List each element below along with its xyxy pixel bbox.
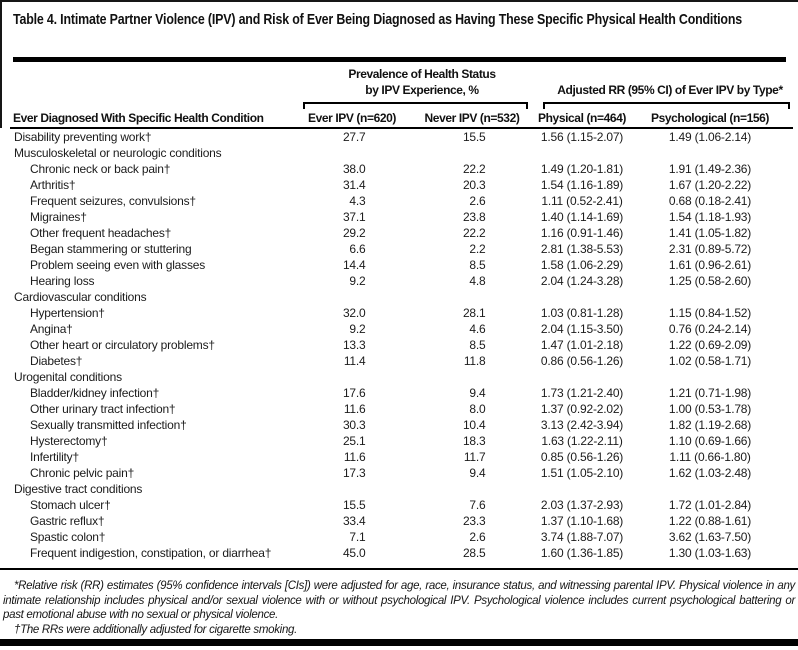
prevalence-number: 28.1 — [462, 306, 486, 320]
prevalence-number: 29.2 — [342, 226, 366, 240]
rr-ci-text: 1.91 (1.49-2.36) — [668, 162, 752, 176]
table-row — [0, 129, 798, 145]
rr-ci-text: 1.51 (1.05-2.10) — [540, 466, 624, 480]
rr-ci-text: 2.03 (1.37-2.93) — [540, 498, 624, 512]
prevalence-number: 17.3 — [342, 466, 366, 480]
bottom-border-bar — [0, 639, 798, 646]
rr-ci-text: 1.47 (1.01-2.18) — [540, 338, 624, 352]
rr-ci-text: 1.30 (1.03-1.63) — [668, 546, 752, 560]
never-ipv-value — [402, 402, 542, 416]
prevalence-number: 8.5 — [469, 338, 486, 352]
never-ipv-value — [402, 162, 542, 176]
table-row — [0, 529, 798, 545]
footnotes — [0, 570, 798, 637]
rr-ci-text: 1.58 (1.06-2.29) — [540, 258, 624, 272]
condition-label: Hypertension† — [30, 306, 105, 320]
physical-rr-value — [542, 274, 622, 288]
prevalence-number: 9.2 — [349, 322, 366, 336]
never-ipv-value — [402, 274, 542, 288]
never-ipv-value — [402, 306, 542, 320]
rr-ci-text: 1.73 (1.21-2.40) — [540, 386, 624, 400]
rr-ci-text: 1.62 (1.03-2.48) — [668, 466, 752, 480]
prevalence-number: 2.2 — [469, 242, 486, 256]
rr-ci-text: 1.56 (1.15-2.07) — [540, 130, 624, 144]
never-ipv-value — [402, 530, 542, 544]
psychological-rr-value — [622, 274, 798, 288]
ever-ipv-value — [302, 130, 402, 144]
psychological-rr-value — [622, 418, 798, 432]
rr-ci-text: 2.04 (1.15-3.50) — [540, 322, 624, 336]
physical-rr-value — [542, 178, 622, 192]
prevalence-number: 22.2 — [462, 162, 486, 176]
condition-label: Migraines† — [30, 210, 87, 224]
never-ipv-value — [402, 130, 542, 144]
table-row — [0, 273, 798, 289]
prevalence-number: 22.2 — [462, 226, 486, 240]
prevalence-number: 45.0 — [342, 546, 366, 560]
prevalence-number: 17.6 — [342, 386, 366, 400]
table-row — [0, 353, 798, 369]
condition-label: Disability preventing work† — [14, 130, 152, 144]
rr-ci-text: 1.54 (1.16-1.89) — [540, 178, 624, 192]
rr-ci-text: 1.00 (0.53-1.78) — [668, 402, 752, 416]
prevalence-number: 2.6 — [469, 530, 486, 544]
table-row — [0, 433, 798, 449]
physical-rr-value — [542, 306, 622, 320]
ever-ipv-value — [302, 466, 402, 480]
psychological-rr-value — [622, 162, 798, 176]
physical-rr-value — [542, 194, 622, 208]
condition-label: Began stammering or stuttering — [30, 242, 192, 256]
condition-label: Bladder/kidney infection† — [30, 386, 160, 400]
rr-ci-text: 1.49 (1.20-1.81) — [540, 162, 624, 176]
rr-ci-text: 1.72 (1.01-2.84) — [668, 498, 752, 512]
psychological-rr-value — [622, 242, 798, 256]
never-ipv-value — [402, 466, 542, 480]
physical-rr-value — [542, 530, 622, 544]
prevalence-number: 23.8 — [462, 210, 486, 224]
condition-label: Gastric reflux† — [30, 514, 105, 528]
table-row — [0, 465, 798, 481]
physical-rr-value — [542, 386, 622, 400]
condition-label: Other urinary tract infection† — [30, 402, 176, 416]
never-ipv-value — [402, 514, 542, 528]
prevalence-number: 11.6 — [343, 450, 366, 464]
prevalence-number: 18.3 — [462, 434, 486, 448]
prevalence-number: 2.6 — [469, 194, 486, 208]
prevalence-number: 28.5 — [462, 546, 486, 560]
ever-ipv-value — [302, 162, 402, 176]
ever-ipv-value — [302, 338, 402, 352]
rr-ci-text: 1.21 (0.71-1.98) — [668, 386, 752, 400]
psychological-rr-value — [622, 498, 798, 512]
physical-rr-value — [542, 450, 622, 464]
prevalence-number: 38.0 — [342, 162, 366, 176]
ever-ipv-value — [302, 322, 402, 336]
psychological-rr-value — [622, 514, 798, 528]
ever-ipv-value — [302, 178, 402, 192]
rr-ci-text: 3.62 (1.63-7.50) — [668, 530, 752, 544]
rr-ci-text: 1.40 (1.14-1.69) — [540, 210, 624, 224]
footnote-text: †The RRs were additionally adjusted for cigarette smoking. — [14, 623, 298, 636]
physical-rr-value — [542, 210, 622, 224]
table-row — [0, 257, 798, 273]
ever-ipv-value — [302, 450, 402, 464]
section-header-row — [0, 481, 798, 497]
prevalence-number: 27.7 — [342, 130, 366, 144]
never-ipv-value — [402, 354, 542, 368]
never-ipv-value — [402, 258, 542, 272]
never-ipv-value — [402, 322, 542, 336]
condition-label: Arthritis† — [30, 178, 76, 192]
table-row — [0, 193, 798, 209]
prevalence-number: 11.6 — [343, 402, 366, 416]
prevalence-number: 15.5 — [342, 498, 366, 512]
stub-column-header: Ever Diagnosed With Specific Health Condition — [13, 111, 264, 125]
section-header-row — [0, 145, 798, 161]
never-ipv-value — [402, 434, 542, 448]
ever-ipv-value — [302, 434, 402, 448]
condition-label: Frequent seizures, convulsions† — [30, 194, 196, 208]
rr-ci-text: 0.76 (0.24-2.14) — [668, 322, 752, 336]
rr-ci-text: 2.81 (1.38-5.53) — [540, 242, 624, 256]
ever-ipv-value — [302, 386, 402, 400]
rr-ci-text: 1.82 (1.19-2.68) — [668, 418, 752, 432]
rr-ci-text: 1.16 (0.91-1.46) — [540, 226, 624, 240]
ever-ipv-value — [302, 226, 402, 240]
prevalence-number: 9.2 — [349, 274, 366, 288]
prevalence-number: 6.6 — [349, 242, 366, 256]
rr-ci-text: 0.86 (0.56-1.26) — [540, 354, 624, 368]
prevalence-number: 20.3 — [462, 178, 486, 192]
physical-rr-value — [542, 498, 622, 512]
column-group-bracket-prevalence — [303, 102, 528, 110]
title-divider-bar — [13, 57, 786, 62]
ever-ipv-value — [302, 274, 402, 288]
physical-rr-value — [542, 466, 622, 480]
psychological-rr-value — [622, 338, 798, 352]
physical-rr-value — [542, 258, 622, 272]
table-row — [0, 321, 798, 337]
table-row — [0, 401, 798, 417]
condition-label: Stomach ulcer† — [30, 498, 111, 512]
never-ipv-value — [402, 386, 542, 400]
table-row — [0, 161, 798, 177]
psychological-rr-value — [622, 450, 798, 464]
physical-rr-value — [542, 434, 622, 448]
prevalence-number: 32.0 — [342, 306, 366, 320]
prevalence-number: 4.8 — [469, 274, 486, 288]
condition-label: Other heart or circulatory problems† — [30, 338, 215, 352]
section-header-label: Cardiovascular conditions — [14, 290, 147, 304]
table-row — [0, 241, 798, 257]
table-row — [0, 177, 798, 193]
condition-label: Angina† — [30, 322, 73, 336]
prevalence-number: 11.4 — [343, 354, 366, 368]
prevalence-group-header-line2: by IPV Experience, % — [365, 83, 479, 97]
physical-rr-value — [542, 546, 622, 560]
physical-rr-value — [542, 514, 622, 528]
psychological-rr-value — [622, 306, 798, 320]
rr-ci-text: 1.41 (1.05-1.82) — [668, 226, 752, 240]
never-ipv-value — [402, 210, 542, 224]
condition-label: Problem seeing even with glasses — [30, 258, 206, 272]
prevalence-number: 15.5 — [462, 130, 486, 144]
ever-ipv-value — [302, 242, 402, 256]
ever-ipv-value — [302, 418, 402, 432]
prevalence-number: 7.1 — [349, 530, 366, 544]
ever-ipv-value — [302, 530, 402, 544]
never-ipv-value — [402, 498, 542, 512]
prevalence-number: 8.0 — [469, 402, 486, 416]
table-header — [0, 63, 798, 127]
rr-ci-text: 2.31 (0.89-5.72) — [668, 242, 752, 256]
never-ipv-value — [402, 242, 542, 256]
rr-ci-text: 1.22 (0.69-2.09) — [668, 338, 752, 352]
prevalence-number: 31.4 — [342, 178, 366, 192]
prevalence-number: 10.4 — [462, 418, 486, 432]
section-header-label: Urogenital conditions — [14, 370, 122, 384]
condition-label: Spastic colon† — [30, 530, 106, 544]
physical-column-header: Physical (n=464) — [538, 111, 626, 125]
psychological-rr-value — [622, 354, 798, 368]
never-ipv-column-header: Never IPV (n=532) — [424, 111, 520, 125]
condition-label: Sexually transmitted infection† — [30, 418, 187, 432]
psychological-rr-value — [622, 386, 798, 400]
never-ipv-value — [402, 178, 542, 192]
condition-label: Hysterectomy† — [30, 434, 108, 448]
psychological-rr-value — [622, 402, 798, 416]
psychological-rr-value — [622, 178, 798, 192]
table-body — [0, 129, 798, 561]
never-ipv-value — [402, 226, 542, 240]
psychological-rr-value — [622, 226, 798, 240]
physical-rr-value — [542, 162, 622, 176]
ever-ipv-value — [302, 498, 402, 512]
rr-ci-text: 1.11 (0.66-1.80) — [669, 450, 751, 464]
physical-rr-value — [542, 418, 622, 432]
psychological-rr-value — [622, 194, 798, 208]
physical-rr-value — [542, 226, 622, 240]
rr-ci-text: 1.15 (0.84-1.52) — [668, 306, 752, 320]
ever-ipv-value — [302, 546, 402, 560]
top-border-rule — [0, 0, 798, 2]
ever-ipv-value — [302, 306, 402, 320]
rr-ci-text: 2.04 (1.24-3.28) — [540, 274, 624, 288]
physical-rr-value — [542, 242, 622, 256]
rr-ci-text: 1.63 (1.22-2.11) — [541, 434, 623, 448]
psychological-rr-value — [622, 322, 798, 336]
prevalence-group-header-line1: Prevalence of Health Status — [348, 67, 496, 81]
ever-ipv-value — [302, 514, 402, 528]
rr-ci-text: 0.85 (0.56-1.26) — [540, 450, 624, 464]
prevalence-number: 9.4 — [469, 466, 486, 480]
physical-rr-value — [542, 354, 622, 368]
rr-ci-text: 1.60 (1.36-1.85) — [540, 546, 624, 560]
condition-label: Chronic neck or back pain† — [30, 162, 171, 176]
prevalence-number: 23.3 — [462, 514, 486, 528]
prevalence-number: 14.4 — [342, 258, 366, 272]
rr-ci-text: 1.03 (0.81-1.28) — [540, 306, 624, 320]
rr-ci-text: 1.37 (1.10-1.68) — [540, 514, 624, 528]
physical-rr-value — [542, 402, 622, 416]
section-header-row — [0, 289, 798, 305]
condition-label: Infertility† — [30, 450, 79, 464]
table-row — [0, 417, 798, 433]
prevalence-number: 13.3 — [342, 338, 366, 352]
physical-rr-value — [542, 130, 622, 144]
prevalence-number: 9.4 — [469, 386, 486, 400]
never-ipv-value — [402, 450, 542, 464]
rr-ci-text: 3.13 (2.42-3.94) — [540, 418, 624, 432]
rr-ci-text: 3.74 (1.88-7.07) — [540, 530, 624, 544]
never-ipv-value — [402, 546, 542, 560]
psychological-rr-value — [622, 130, 798, 144]
condition-label: Diabetes† — [30, 354, 83, 368]
condition-label: Other frequent headaches† — [30, 226, 172, 240]
section-header-label: Musculoskeletal or neurologic conditions — [14, 146, 222, 160]
table-row — [0, 449, 798, 465]
condition-label: Hearing loss — [30, 274, 95, 288]
prevalence-number: 11.8 — [463, 354, 486, 368]
prevalence-number: 4.3 — [349, 194, 366, 208]
table-row — [0, 545, 798, 561]
rr-ci-text: 1.37 (0.92-2.02) — [540, 402, 624, 416]
rr-ci-text: 1.61 (0.96-2.61) — [668, 258, 752, 272]
physical-rr-value — [542, 322, 622, 336]
table-row — [0, 225, 798, 241]
table-row — [0, 385, 798, 401]
condition-label: Frequent indigestion, constipation, or diarrhea† — [30, 546, 272, 560]
physical-rr-value — [542, 338, 622, 352]
prevalence-number: 30.3 — [342, 418, 366, 432]
prevalence-number: 37.1 — [342, 210, 366, 224]
ever-ipv-column-header: Ever IPV (n=620) — [308, 111, 396, 125]
ever-ipv-value — [302, 210, 402, 224]
table-row — [0, 209, 798, 225]
ever-ipv-value — [302, 194, 402, 208]
condition-label: Chronic pelvic pain† — [30, 466, 135, 480]
prevalence-number: 25.1 — [342, 434, 366, 448]
psychological-rr-value — [622, 210, 798, 224]
rr-ci-text: 1.11 (0.52-2.41) — [541, 194, 623, 208]
rr-ci-text: 1.25 (0.58-2.60) — [668, 274, 752, 288]
footnote-text: *Relative risk (RR) estimates (95% confidence intervals [CIs]) were adjusted for age, race, insurance status, and witnessing parental IPV. Physical violence in any intimate relationship includes physical and/or sexual violence with or without psychological IPV. Psychological violence includes current psychological battering or past emotional abuse with no sexual or physical violence. — [3, 580, 795, 621]
ever-ipv-value — [302, 354, 402, 368]
psychological-column-header: Psychological (n=156) — [651, 111, 769, 125]
psychological-rr-value — [622, 530, 798, 544]
psychological-rr-value — [622, 258, 798, 272]
ever-ipv-value — [302, 258, 402, 272]
prevalence-number: 8.5 — [469, 258, 486, 272]
ever-ipv-value — [302, 402, 402, 416]
prevalence-number: 7.6 — [469, 498, 486, 512]
column-group-bracket-rr — [543, 102, 790, 110]
psychological-rr-value — [622, 466, 798, 480]
prevalence-number: 33.4 — [342, 514, 366, 528]
psychological-rr-value — [622, 546, 798, 560]
table-row — [0, 497, 798, 513]
prevalence-number: 4.6 — [469, 322, 486, 336]
rr-ci-text: 1.49 (1.06-2.14) — [668, 130, 752, 144]
rr-ci-text: 1.10 (0.69-1.66) — [668, 434, 752, 448]
table-row — [0, 337, 798, 353]
section-header-row — [0, 369, 798, 385]
never-ipv-value — [402, 194, 542, 208]
rr-ci-text: 1.02 (0.58-1.71) — [668, 354, 752, 368]
adjusted-rr-group-header: Adjusted RR (95% CI) of Ever IPV by Type* — [557, 83, 783, 97]
psychological-rr-value — [622, 434, 798, 448]
rr-ci-text: 1.54 (1.18-1.93) — [668, 210, 752, 224]
rr-ci-text: 1.22 (0.88-1.61) — [668, 514, 752, 528]
table-row — [0, 305, 798, 321]
prevalence-number: 11.7 — [463, 450, 486, 464]
table-title: Table 4. Intimate Partner Violence (IPV) and Risk of Ever Being Diagnosed as Having These Specific Physical Health Conditions — [13, 12, 742, 28]
never-ipv-value — [402, 338, 542, 352]
rr-ci-text: 1.67 (1.20-2.22) — [668, 178, 752, 192]
rr-ci-text: 0.68 (0.18-2.41) — [668, 194, 752, 208]
never-ipv-value — [402, 418, 542, 432]
table-row — [0, 513, 798, 529]
section-header-label: Digestive tract conditions — [14, 482, 143, 496]
